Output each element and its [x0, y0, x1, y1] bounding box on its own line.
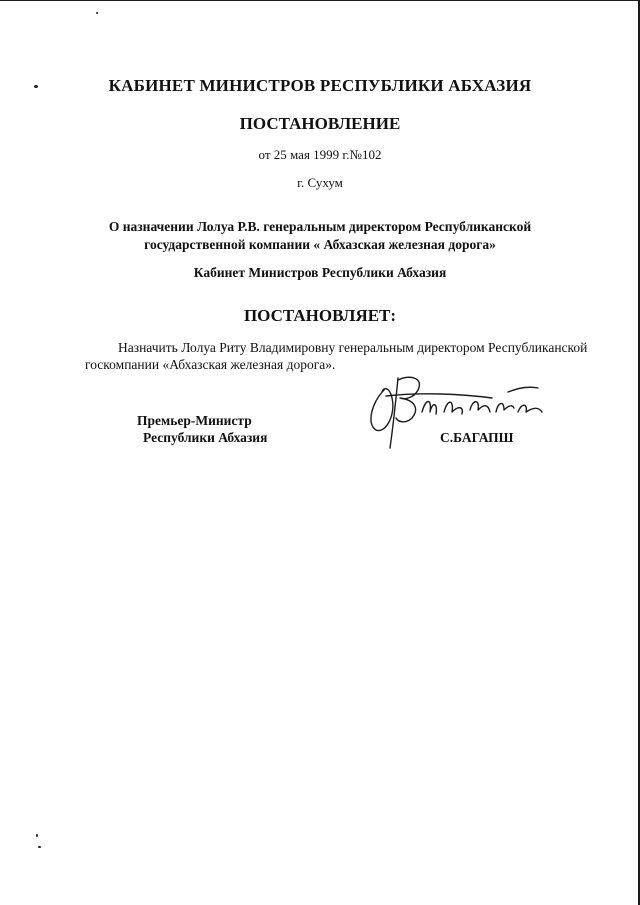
resolves-heading: ПОСТАНОВЛЯЕТ: [243, 306, 397, 325]
signer-position-line: Премьер-Министр [137, 413, 252, 428]
document-subject [0, 218, 640, 254]
subject-line: О назначении Лолуа Р.В. генеральным директором Республиканской [108, 219, 532, 234]
issuing-body: Кабинет Министров Республики Абхазия [193, 265, 447, 280]
scan-top-edge [0, 0, 640, 1]
body-text-line: Назначить Лолуа Риту Владимировну генеральным директором Республиканской [118, 340, 588, 355]
scan-speck [96, 12, 98, 14]
document-city: г. Сухум [297, 175, 343, 190]
signer-position-line: Республики Абхазия [143, 430, 268, 445]
subject-line: государственной компании « Абхазская железная дорога» [144, 237, 496, 252]
scan-speck [38, 846, 41, 848]
organization-heading: КАБИНЕТ МИНИСТРОВ РЕСПУБЛИКИ АБХАЗИЯ [108, 76, 532, 95]
signer-name: С.БАГАПШ [440, 430, 514, 445]
document-date-number: от 25 мая 1999 г.№102 [258, 147, 382, 162]
document-type-title: ПОСТАНОВЛЕНИЕ [239, 114, 401, 133]
scan-speck [36, 834, 38, 837]
body-text-line: госкомпании «Абхазская железная дорога». [85, 357, 336, 372]
